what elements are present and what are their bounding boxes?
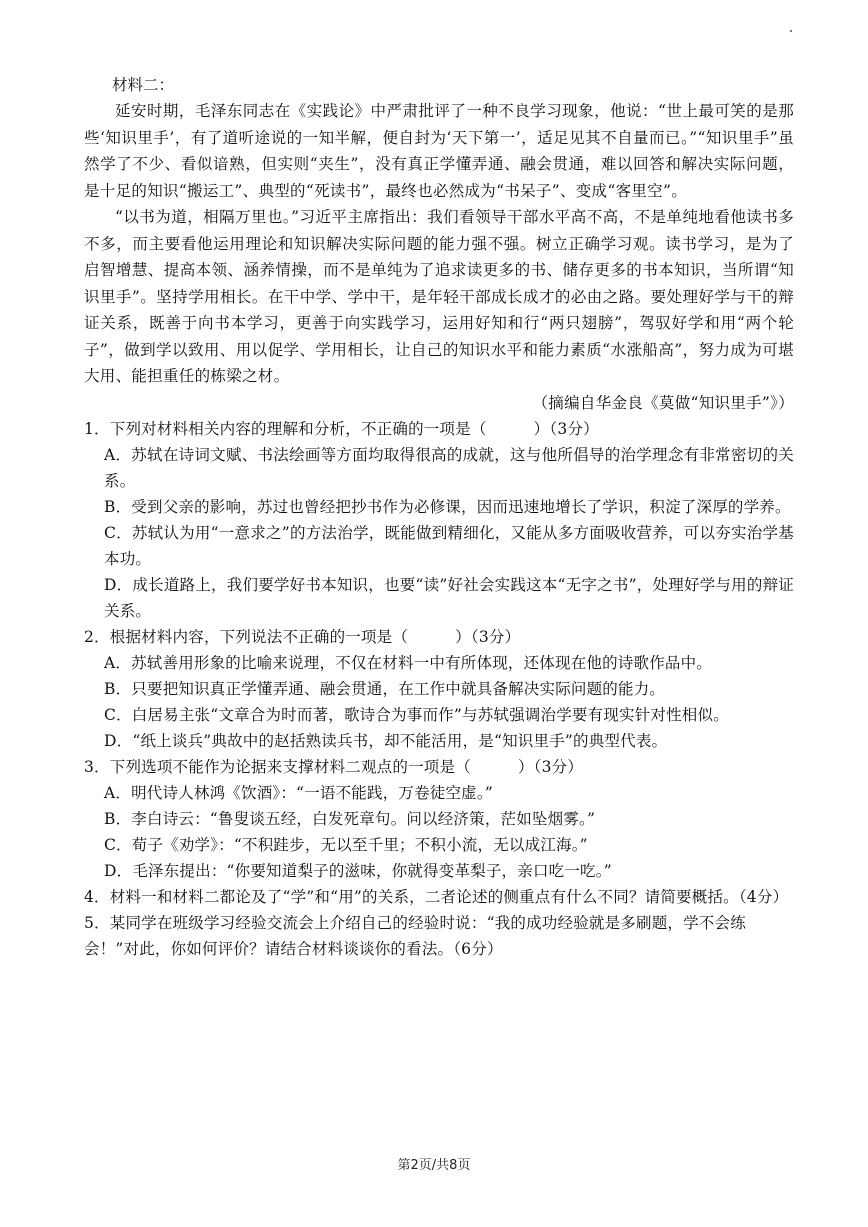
question-stem: 2．根据材料内容，下列说法不正确的一项是（ ）（3分） (84, 627, 521, 646)
option-c: C．白居易主张“文章合为时而著，歌诗合为事而作”与苏轼强调治学要有现实针对性相似。 (104, 705, 729, 724)
question-2 (84, 624, 794, 754)
question-3 (84, 754, 794, 884)
option-a: A．苏轼在诗词文赋、书法绘画等方面均取得很高的成就，这与他所倡导的治学理念有非常密切的关系。 (104, 445, 794, 490)
question-stem: 4．材料一和材料二都论及了“学”和“用”的关系，二者论述的侧重点有什么不同？请简要概括。（4分） (84, 887, 789, 906)
option-a: A．明代诗人林鸿《饮酒》：“一语不能践，万卷徒空虚。” (104, 783, 493, 802)
option-d: D．成长道路上，我们要学好书本知识，也要“读”好社会实践这本“无字之书”，处理好学与用的辩证关系。 (104, 575, 794, 620)
material-two-source: （摘编自华金良《莫做“知识里手”》） (532, 393, 794, 412)
material-two-heading: 材料二： (112, 76, 175, 94)
question-4 (84, 884, 794, 910)
question-1 (84, 416, 794, 624)
question-stem: 3．下列选项不能作为论据来支撑材料二观点的一项是（ ）（3分） (84, 757, 584, 776)
option-b: B．李白诗云：“鲁叟谈五经，白发死章句。问以经济策，茫如坠烟雾。” (104, 809, 596, 828)
option-d: D．毛泽东提出：“你要知道梨子的滋味，你就得变革梨子，亲口吃一吃。” (104, 861, 612, 880)
option-c: C．荀子《劝学》：“不积跬步，无以至千里；不积小流，无以成江海。” (104, 835, 588, 854)
page-number: 第2页/共8页 (397, 1158, 471, 1173)
option-b: B．受到父亲的影响，苏过也曾经把抄书作为必修课，因而迅速地增长了学识，积淀了深厚的学养。 (104, 497, 791, 516)
material-two-paragraph-2: “以书为道，相隔万里也。”习近平主席指出：我们看领导干部水平高不高，不是单纯地看他读书多不多，而主要看他运用理论和知识解决实际问题的能力强不强。树立正确学习观。读书学习，是为了启智增慧、提高本领、涵养情操，而不是单纯为了追求读更多的书、储存更多的书本知识，当所谓“知识里手”。坚持学用相长。在干中学、学中干，是年轻干部成长成才的必由之路。要处理好学与干的辩证关系，既善于向书本学习，更善于向实践学习，运用好知和行“两只翅膀”，驾驭好学和用“两个轮子”，做到学以致用、用以促学、学用相长，让自己的知识水平和能力素质“水涨船高”，努力成为可堪大用、能担重任的栋梁之材。 (84, 208, 794, 385)
scan-speck (790, 30, 792, 32)
option-a: A．苏轼善用形象的比喻来说理，不仅在材料一中有所体现，还体现在他的诗歌作品中。 (104, 653, 712, 672)
material-two-paragraph-1: 延安时期，毛泽东同志在《实践论》中严肃批评了一种不良学习现象，他说：“世上最可笑的是那些‘知识里手’，有了道听途说的一知半解，便自封为‘天下第一’，适足见其不自量而已。”“知识里手”虽然学了不少、看似谙熟，但实则“夹生”，没有真正学懂弄通、融会贯通，难以回答和解决实际问题，是十足的知识“搬运工”、典型的“死读书”，最终也必然成为“书呆子”、变成“客里空”。 (84, 102, 794, 200)
page-content (84, 72, 794, 962)
question-stem: 5．某同学在班级学习经验交流会上介绍自己的经验时说：“我的成功经验就是多刷题，学不会练会！”对此，你如何评价？请结合材料谈谈你的看法。（6分） (84, 913, 746, 958)
option-c: C．苏轼认为用“一意求之”的方法治学，既能做到精细化，又能从多方面吸收营养，可以夯实治学基本功。 (104, 523, 794, 568)
option-d: D．“纸上谈兵”典故中的赵括熟读兵书，却不能活用，是“知识里手”的典型代表。 (104, 731, 668, 750)
question-stem: 1．下列对材料相关内容的理解和分析，不正确的一项是（ ）（3分） (84, 419, 599, 438)
question-5 (84, 910, 794, 962)
option-b: B．只要把知识真正学懂弄通、融会贯通，在工作中就具备解决实际问题的能力。 (104, 679, 666, 698)
